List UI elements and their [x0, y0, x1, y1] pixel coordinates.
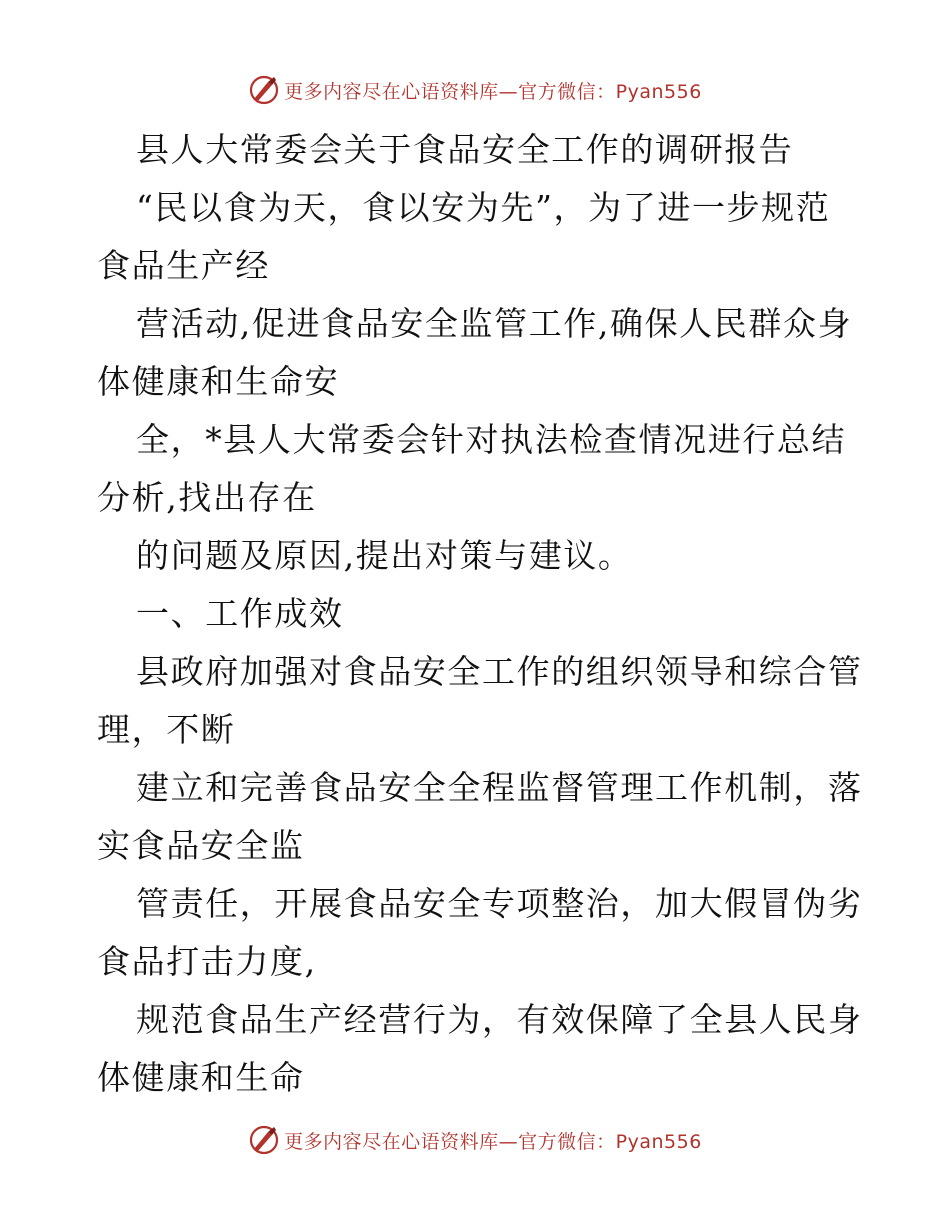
header-watermark — [0, 70, 950, 110]
quill-logo-icon — [248, 1124, 280, 1156]
paragraph-line: 管责任，开展食品安全专项整治，加大假冒伪劣 — [136, 884, 863, 923]
paragraph-line: 体健康和生命 — [97, 1058, 305, 1097]
watermark-text: 更多内容尽在心语资料库—官方微信：Pyan556 — [284, 1130, 702, 1153]
paragraph-line: 体健康和生命安 — [97, 362, 340, 401]
section-heading: 一、工作成效 — [136, 594, 344, 633]
footer-watermark — [0, 1120, 950, 1160]
paragraph-line: 规范食品生产经营行为，有效保障了全县人民身 — [136, 1000, 863, 1039]
paragraph-line: 分析,找出存在 — [97, 478, 317, 517]
paragraph-line: 县政府加强对食品安全工作的组织领导和综合管 — [136, 652, 863, 691]
watermark-text: 更多内容尽在心语资料库—官方微信：Pyan556 — [284, 80, 702, 103]
document-title: 县人大常委会关于食品安全工作的调研报告 — [136, 130, 794, 169]
paragraph-line: 食品生产经 — [97, 246, 270, 285]
paragraph-line: 食品打击力度, — [97, 942, 317, 981]
paragraph-line: 建立和完善食品安全全程监督管理工作机制，落 — [136, 768, 863, 807]
paragraph-line: 实食品安全监 — [97, 826, 305, 865]
paragraph-line: 全，*县人大常委会针对执法检查情况进行总结 — [136, 420, 847, 459]
quill-logo-icon — [248, 74, 280, 106]
paragraph-line: 营活动,促进食品安全监管工作,确保人民群众身 — [136, 304, 853, 343]
paragraph-line: “民以食为天，食以安为先”，为了进一步规范 — [136, 188, 831, 227]
paragraph-line: 的问题及原因,提出对策与建议。 — [136, 536, 633, 575]
paragraph-line: 理，不断 — [97, 710, 236, 749]
